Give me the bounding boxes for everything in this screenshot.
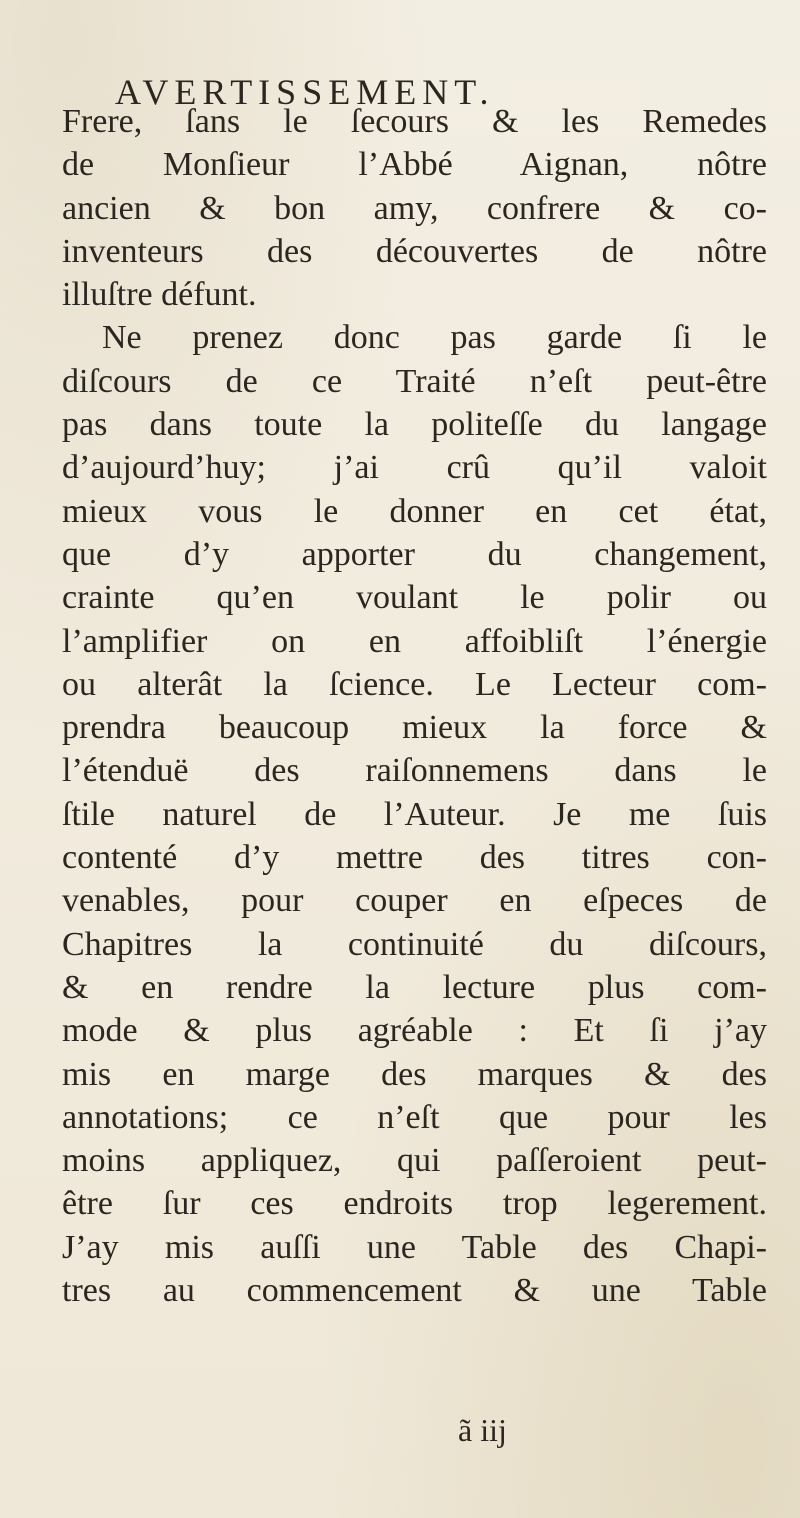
text-line: mode & plus agréable : Et ſi j’ay	[62, 1012, 767, 1050]
text-line: Chapitres la continuité du diſcours,	[62, 925, 767, 963]
text-line: venables, pour couper en eſpeces de	[62, 882, 767, 920]
text-line: que d’y apporter du changement,	[62, 535, 767, 573]
text-line: Frere, ſans le ſecours & les Remedes	[62, 103, 767, 140]
text-line: ou alterât la ſcience. Le Lecteur com-	[62, 665, 767, 703]
text-line: J’ay mis auſſi une Table des Chapi-	[62, 1228, 767, 1266]
text-line: pas dans toute la politeſſe du langage	[62, 406, 767, 444]
text-line: de Monſieur l’Abbé Aignan, nôtre	[62, 146, 767, 184]
page-header: AVERTISSEMENT.	[115, 72, 495, 112]
text-line: l’étenduë des raiſonnemens dans le	[62, 752, 767, 790]
text-line: & en rendre la lecture plus com-	[62, 968, 767, 1006]
text-line: prendra beaucoup mieux la force &	[62, 709, 767, 747]
text-line: d’aujourd’huy; j’ai crû qu’il valoit	[62, 449, 767, 487]
text-line: illuſtre défunt.	[62, 276, 257, 314]
signature-mark: ã iij	[458, 1412, 507, 1448]
text-line: être ſur ces endroits trop legerement.	[62, 1185, 767, 1223]
text-line: crainte qu’en voulant le polir ou	[62, 579, 767, 617]
text-line: l’amplifier on en affoibliſt l’énergie	[62, 622, 767, 660]
text-line: annotations; ce n’eſt que pour les	[62, 1098, 767, 1136]
text-line: mis en marge des marques & des	[62, 1055, 767, 1093]
text-line: moins appliquez, qui paſſeroient peut-	[62, 1142, 767, 1180]
text-line: diſcours de ce Traité n’eſt peut-être	[62, 362, 767, 400]
text-line: ſtile naturel de l’Auteur. Je me ſuis	[62, 795, 767, 833]
text-line: ancien & bon amy, confrere & co-	[62, 189, 767, 227]
text-line: mieux vous le donner en cet état,	[62, 492, 767, 530]
body-text	[62, 100, 767, 1312]
text-line: Ne prenez donc pas garde ſi le	[102, 319, 767, 357]
text-line: tres au commencement & une Table	[62, 1272, 767, 1310]
text-line: contenté d’y mettre des titres con-	[62, 839, 767, 877]
text-line: inventeurs des découvertes de nôtre	[62, 232, 767, 270]
